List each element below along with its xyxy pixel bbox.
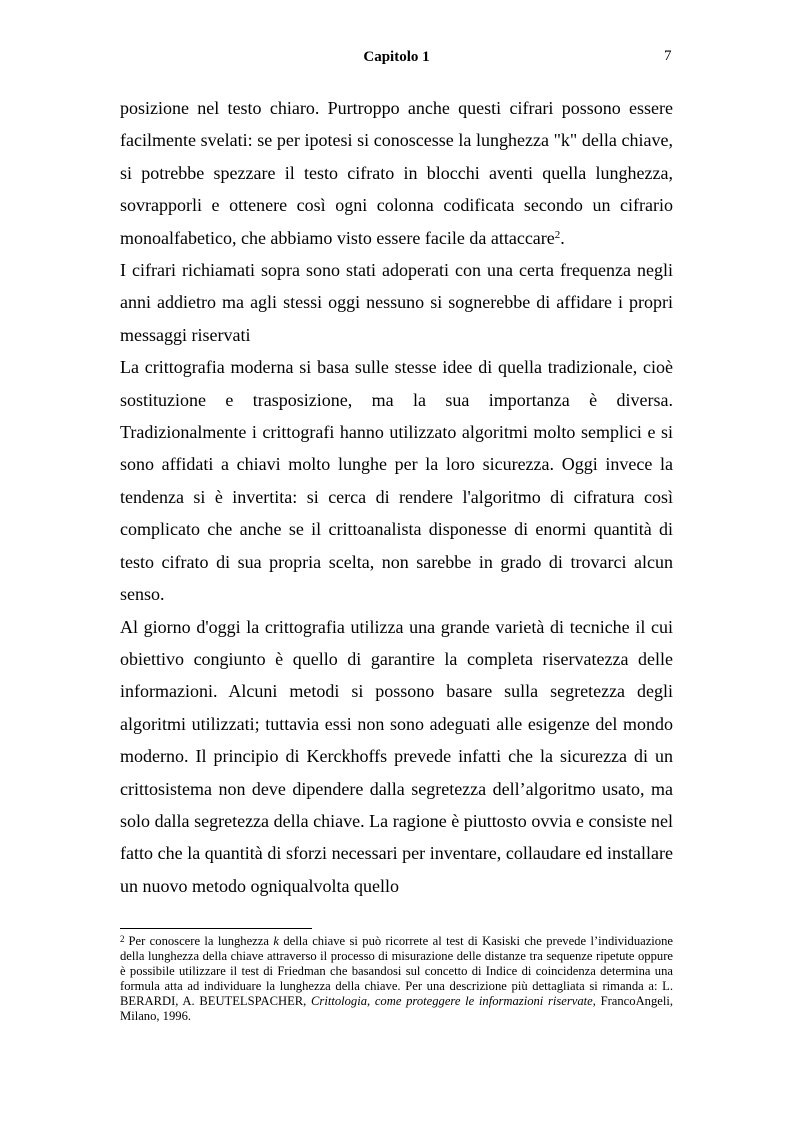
footnote-text-a: Per conoscere la lunghezza [128, 934, 274, 948]
footnote-reference[interactable]: 2 [554, 228, 561, 241]
page-number: 7 [664, 48, 672, 64]
paragraph-3: La crittografia moderna si basa sulle stesse idee di quella tradizionale, cioè sostituzione e trasposizione, ma la sua importanza è diversa. Tradizionalmente i crittografi hanno utilizzato algoritmi molto semplici e si sono affidati a chiavi molto lunghe per la loro sicurezza. Oggi invece la tendenza si è invertita: si cerca di rendere l'algoritmo di cifratura così complicato che anche se il crittoanalista disponesse di enormi quantità di testo cifrato di sua propria scelta, non sarebbe in grado di trovarci alcun senso. [120, 357, 673, 605]
footnote-divider [120, 928, 312, 929]
footnote-separator: , [367, 994, 375, 1008]
footnote-k: k [273, 934, 279, 948]
paragraph-4: Al giorno d'oggi la crittografia utilizza una grande varietà di tecniche il cui obiettivo congiunto è quello di garantire la completa riservatezza delle informazioni. Alcuni metodi si possono basare sulla segretezza degli algoritmi utilizzati; tuttavia essi non sono adeguati alle esigenze del mondo moderno. Il principio di Kerckhoffs prevede infatti che la sicurezza di un crittosistema non deve dipendere dalla segretezza dell’algoritmo usato, ma solo dalla segretezza della chiave. La ragione è piuttosto ovvia e consiste nel fatto che la quantità di sforzi necessari per inventare, collaudare ed installare un nuovo metodo ogniqualvolta quello [120, 616, 673, 896]
footnote-book-title: Crittologia [311, 994, 367, 1008]
paragraph-1 [120, 92, 673, 254]
footnote-number: 2 [120, 934, 125, 944]
footnote-text-b: della chiave si può ricorrete al test di Kasiski che prevede l’individuazione della lunghezza della chiave attraverso il processo di misurazione delle distanze tra sequenze ripetute oppure è possibile utilizzare il test di Friedman che basandosi sul concetto di Indice di coincidenza determina una formula atta ad individuare la lunghezza della chiave. Per una descrizione più dettagliata si rimanda a: L. BERARDI, A. BEUTELSPACHER, [120, 934, 673, 1008]
paragraph-2: I cifrari richiamati sopra sono stati adoperati con una certa frequenza negli anni addietro ma agli stessi oggi nessuno si sognerebbe di affidare i propri messaggi riservati [120, 260, 673, 345]
footnote [120, 934, 673, 1024]
paragraph-1-text: posizione nel testo chiaro. Purtroppo anche questi cifrari possono essere facilmente svelati: se per ipotesi si conoscesse la lunghezza "k" della chiave, si potrebbe spezzare il testo cifrato in blocchi aventi quella lunghezza, sovrapporli e ottenere così ogni colonna codificata secondo un cifrario monoalfabetico, che abbiamo visto essere facile da attaccare [120, 98, 673, 248]
body-text [120, 92, 673, 902]
chapter-title: Capitolo 1 [363, 49, 430, 65]
paragraph-1-end: . [560, 227, 565, 248]
footnote-book-subtitle: come proteggere le informazioni riservate [374, 994, 593, 1008]
footnote-text-c: , FrancoAngeli, Milano, 1996. [120, 994, 673, 1023]
